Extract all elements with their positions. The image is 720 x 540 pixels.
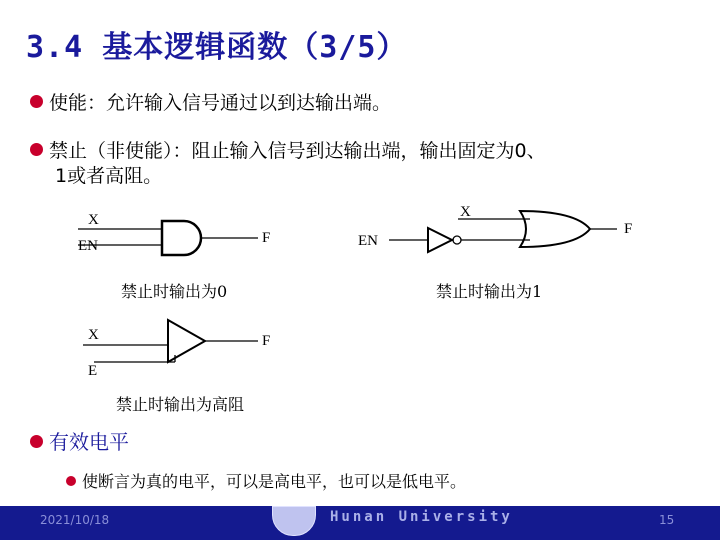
page-number: 15 xyxy=(659,513,675,527)
gate-diagram-svg xyxy=(0,195,720,425)
slide-title: 3.4 基本逻辑函数（3/5） xyxy=(26,30,408,65)
bullet-dot-icon xyxy=(30,95,43,108)
bullet-valid-level xyxy=(30,430,129,455)
tristate-output-f: F xyxy=(262,333,271,349)
or-gate-icon xyxy=(358,204,632,252)
logic-gate-diagrams xyxy=(0,195,720,425)
or-gate-output-f: F xyxy=(624,221,633,237)
and-gate-input-en: EN xyxy=(78,238,98,254)
and-gate-icon xyxy=(78,212,270,255)
bullet-dot-icon xyxy=(30,143,43,156)
sub-bullet-text: 使断言为真的电平，可以是高电平，也可以是低电平。 xyxy=(82,472,467,491)
or-gate-caption: 禁止时输出为1 xyxy=(436,282,543,301)
bullet-disable xyxy=(30,139,710,189)
and-gate-caption: 禁止时输出为0 xyxy=(121,282,228,301)
or-gate-input-en: EN xyxy=(358,233,378,249)
footer-university: Hunan University xyxy=(330,509,513,525)
bullet-dot-icon xyxy=(30,435,43,448)
bullet-enable xyxy=(30,91,391,116)
university-seal-icon xyxy=(272,506,316,536)
footer-bar xyxy=(0,506,720,540)
or-gate-input-x: X xyxy=(460,204,471,220)
bullet-disable-text-2: 1或者高阻。 xyxy=(55,165,163,187)
tristate-buffer-icon xyxy=(83,320,270,379)
bullet-disable-text-1: 禁止（非使能）：阻止输入信号到达输出端，输出固定为0、 xyxy=(49,140,546,162)
sub-bullet-valid-level xyxy=(66,469,466,494)
and-gate-output-f: F xyxy=(262,230,271,246)
footer-date: 2021/10/18 xyxy=(40,513,110,527)
tristate-caption: 禁止时输出为高阻 xyxy=(116,395,245,414)
bullet-enable-text: 使能：允许输入信号通过以到达输出端。 xyxy=(49,92,392,114)
tristate-input-x: X xyxy=(88,327,99,343)
bullet-valid-level-text: 有效电平 xyxy=(49,430,129,454)
tristate-enable-e: E xyxy=(88,363,98,379)
bullet-dot-icon xyxy=(66,476,76,486)
and-gate-input-x: X xyxy=(88,212,99,228)
